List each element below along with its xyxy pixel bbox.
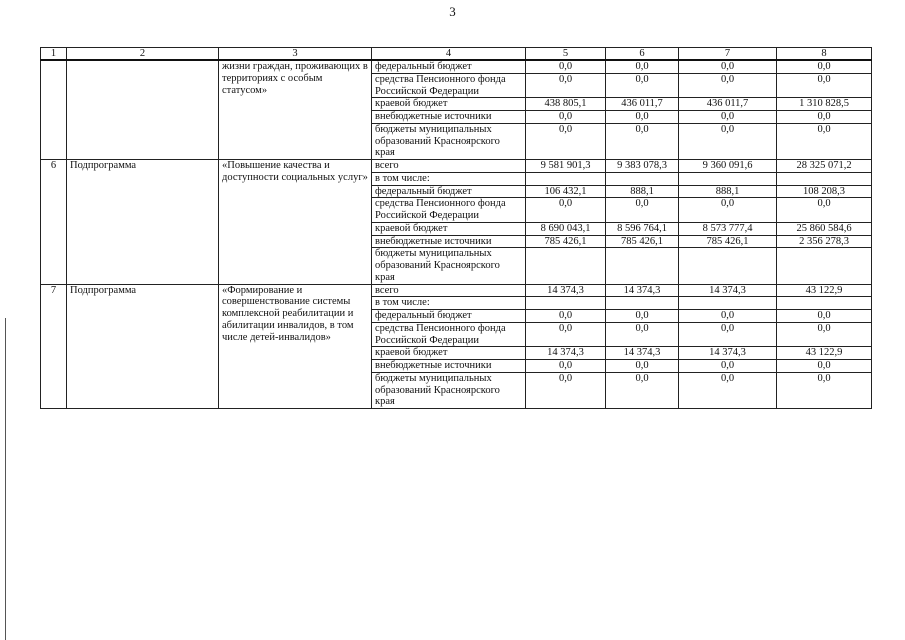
amount-cell: 14 374,3 xyxy=(526,347,606,360)
amount-cell xyxy=(526,297,606,310)
funding-source-label: средства Пенсионного фонда Российской Федерации xyxy=(372,322,526,347)
header-cell: 5 xyxy=(526,48,606,61)
amount-cell: 0,0 xyxy=(526,111,606,124)
amount-cell: 43 122,9 xyxy=(777,284,872,297)
amount-cell xyxy=(606,248,679,284)
scan-margin-line xyxy=(5,318,6,640)
amount-cell: 0,0 xyxy=(606,111,679,124)
budget-table-body xyxy=(41,48,872,409)
amount-cell xyxy=(679,248,777,284)
program-name: «Формирование и совершенствование системы комплексной реабилитации и абилитации инвалидов, в том числе детей-инвалидов» xyxy=(219,284,372,409)
amount-cell: 25 860 584,6 xyxy=(777,222,872,235)
header-cell: 8 xyxy=(777,48,872,61)
amount-cell: 785 426,1 xyxy=(606,235,679,248)
header-cell: 3 xyxy=(219,48,372,61)
amount-cell: 0,0 xyxy=(679,73,777,98)
amount-cell xyxy=(679,172,777,185)
amount-cell: 0,0 xyxy=(606,310,679,323)
amount-cell: 0,0 xyxy=(679,198,777,223)
amount-cell: 14 374,3 xyxy=(526,284,606,297)
amount-cell xyxy=(606,172,679,185)
amount-cell: 9 360 091,6 xyxy=(679,160,777,173)
amount-cell: 0,0 xyxy=(679,111,777,124)
amount-cell: 436 011,7 xyxy=(606,98,679,111)
amount-cell: 43 122,9 xyxy=(777,347,872,360)
amount-cell: 8 690 043,1 xyxy=(526,222,606,235)
amount-cell: 0,0 xyxy=(777,111,872,124)
amount-cell: 9 383 078,3 xyxy=(606,160,679,173)
program-type: Подпрограмма xyxy=(67,160,219,285)
funding-source-label: краевой бюджет xyxy=(372,347,526,360)
funding-source-label: бюджеты муниципальных образований Красноярского края xyxy=(372,123,526,159)
funding-source-label: внебюджетные источники xyxy=(372,235,526,248)
amount-cell: 436 011,7 xyxy=(679,98,777,111)
funding-source-label: федеральный бюджет xyxy=(372,310,526,323)
amount-cell: 0,0 xyxy=(606,322,679,347)
amount-cell: 108 208,3 xyxy=(777,185,872,198)
amount-cell: 785 426,1 xyxy=(526,235,606,248)
funding-source-label: в том числе: xyxy=(372,297,526,310)
funding-source-label: краевой бюджет xyxy=(372,222,526,235)
amount-cell: 0,0 xyxy=(526,310,606,323)
program-number xyxy=(41,60,67,160)
amount-cell: 28 325 071,2 xyxy=(777,160,872,173)
program-number: 6 xyxy=(41,160,67,285)
amount-cell: 0,0 xyxy=(777,60,872,73)
header-cell: 6 xyxy=(606,48,679,61)
amount-cell: 0,0 xyxy=(606,73,679,98)
amount-cell: 0,0 xyxy=(777,123,872,159)
amount-cell: 14 374,3 xyxy=(679,284,777,297)
amount-cell: 0,0 xyxy=(679,310,777,323)
amount-cell: 0,0 xyxy=(606,60,679,73)
amount-cell: 0,0 xyxy=(679,123,777,159)
amount-cell: 0,0 xyxy=(526,198,606,223)
funding-source-label: федеральный бюджет xyxy=(372,185,526,198)
amount-cell: 0,0 xyxy=(679,360,777,373)
program-name: «Повышение качества и доступности социальных услуг» xyxy=(219,160,372,285)
amount-cell: 0,0 xyxy=(777,310,872,323)
amount-cell: 0,0 xyxy=(606,360,679,373)
amount-cell: 0,0 xyxy=(526,322,606,347)
amount-cell: 0,0 xyxy=(679,60,777,73)
funding-source-label: краевой бюджет xyxy=(372,98,526,111)
amount-cell: 0,0 xyxy=(679,322,777,347)
funding-source-label: внебюджетные источники xyxy=(372,111,526,124)
amount-cell: 9 581 901,3 xyxy=(526,160,606,173)
program-number: 7 xyxy=(41,284,67,409)
funding-source-label: средства Пенсионного фонда Российской Федерации xyxy=(372,73,526,98)
funding-source-label: федеральный бюджет xyxy=(372,60,526,73)
amount-cell: 2 356 278,3 xyxy=(777,235,872,248)
program-name: жизни граждан, проживающих в территориях с особым статусом» xyxy=(219,60,372,160)
header-cell: 1 xyxy=(41,48,67,61)
amount-cell: 14 374,3 xyxy=(679,347,777,360)
amount-cell: 8 573 777,4 xyxy=(679,222,777,235)
page-number: 3 xyxy=(449,4,456,19)
amount-cell: 785 426,1 xyxy=(679,235,777,248)
amount-cell: 888,1 xyxy=(679,185,777,198)
program-type xyxy=(67,60,219,160)
amount-cell: 8 596 764,1 xyxy=(606,222,679,235)
amount-cell: 0,0 xyxy=(606,372,679,408)
amount-cell: 0,0 xyxy=(526,60,606,73)
amount-cell: 0,0 xyxy=(526,73,606,98)
amount-cell xyxy=(777,172,872,185)
amount-cell: 0,0 xyxy=(777,73,872,98)
amount-cell: 888,1 xyxy=(606,185,679,198)
table-row xyxy=(41,60,872,73)
amount-cell: 0,0 xyxy=(777,198,872,223)
funding-source-label: бюджеты муниципальных образований Красноярского края xyxy=(372,372,526,408)
amount-cell xyxy=(679,297,777,310)
amount-cell: 0,0 xyxy=(679,372,777,408)
amount-cell: 0,0 xyxy=(526,123,606,159)
amount-cell: 0,0 xyxy=(777,372,872,408)
header-cell: 7 xyxy=(679,48,777,61)
amount-cell: 106 432,1 xyxy=(526,185,606,198)
amount-cell: 14 374,3 xyxy=(606,347,679,360)
amount-cell: 0,0 xyxy=(777,322,872,347)
amount-cell: 0,0 xyxy=(526,360,606,373)
amount-cell xyxy=(606,297,679,310)
header-cell: 2 xyxy=(67,48,219,61)
funding-source-label: в том числе: xyxy=(372,172,526,185)
header-row xyxy=(41,48,872,61)
funding-source-label: всего xyxy=(372,160,526,173)
amount-cell: 14 374,3 xyxy=(606,284,679,297)
amount-cell xyxy=(526,172,606,185)
funding-source-label: бюджеты муниципальных образований Красноярского края xyxy=(372,248,526,284)
amount-cell: 0,0 xyxy=(526,372,606,408)
amount-cell xyxy=(526,248,606,284)
amount-cell: 438 805,1 xyxy=(526,98,606,111)
funding-source-label: всего xyxy=(372,284,526,297)
amount-cell xyxy=(777,248,872,284)
amount-cell: 1 310 828,5 xyxy=(777,98,872,111)
amount-cell: 0,0 xyxy=(606,198,679,223)
amount-cell xyxy=(777,297,872,310)
table-row xyxy=(41,284,872,297)
amount-cell: 0,0 xyxy=(777,360,872,373)
budget-table xyxy=(40,47,872,409)
header-cell: 4 xyxy=(372,48,526,61)
table-row xyxy=(41,160,872,173)
amount-cell: 0,0 xyxy=(606,123,679,159)
funding-source-label: средства Пенсионного фонда Российской Федерации xyxy=(372,198,526,223)
program-type: Подпрограмма xyxy=(67,284,219,409)
funding-source-label: внебюджетные источники xyxy=(372,360,526,373)
